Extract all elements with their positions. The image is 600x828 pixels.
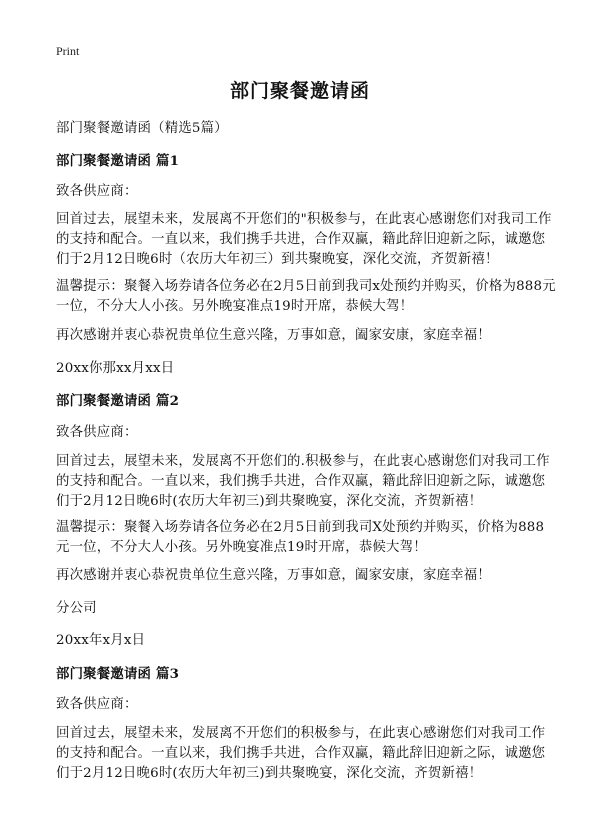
article-3-heading: 部门聚餐邀请函 篇3 <box>56 666 180 682</box>
article-2-paragraph-2: 温馨提示：聚餐入场券请各位务必在2月5日前到我司X处预约并购买，价格为888元一位，不分大人小孩。另外晚宴准点19时开席，恭候大驾！ <box>56 520 545 555</box>
article-3-salutation: 致各供应商： <box>56 697 138 712</box>
article-2-paragraph-3: 再次感谢并衷心恭祝贵单位生意兴隆，万事如意，阖家安康，家庭幸福！ <box>56 568 491 583</box>
print-label: Print <box>56 44 80 58</box>
article-1-paragraph-3: 再次感谢并衷心恭祝贵单位生意兴隆，万事如意，阖家安康，家庭幸福！ <box>56 328 491 343</box>
article-1-paragraph-1: 回首过去，展望未来，发展离不开您们的"积极参与，在此衷心感谢您们对我司工作的支持和配合。一直以来，我们携手共进，合作双赢，籍此辞旧迎新之际，诚邀您们于2月12日晚6时（农历大年初三）到共聚晚宴，深化交流，齐贺新禧！ <box>56 212 552 267</box>
article-2-salutation: 致各供应商： <box>56 425 138 440</box>
article-1-heading: 部门聚餐邀请函 篇1 <box>56 153 180 169</box>
article-2-date: 20xx年x月x日 <box>56 633 146 648</box>
article-3-paragraph-1: 回首过去，展望未来，发展离不开您们的积极参与，在此衷心感谢您们对我司工作的支持和配合。一直以来，我们携手共进，合作双赢，籍此辞旧迎新之际，诚邀您们于2月12日晚6时(农历大年初三)到共聚晚宴，深化交流，齐贺新禧！ <box>56 726 546 781</box>
article-1-date: 20xx你那xx月xx日 <box>56 361 175 376</box>
page-title: 部门聚餐邀请函 <box>229 80 370 102</box>
article-2-heading: 部门聚餐邀请函 篇2 <box>56 393 180 409</box>
article-2-paragraph-1: 回首过去，展望未来，发展离不开您们的.积极参与，在此衷心感谢您们对我司工作的支持和配合。一直以来，我们携手共进，合作双赢，籍此辞旧迎新之际，诚邀您们于2月12日晚6时(农历大年初三)到共聚晚宴，深化交流，齐贺新禧！ <box>56 454 550 509</box>
article-2-sign: 分公司 <box>56 601 97 616</box>
article-1-paragraph-2: 温馨提示：聚餐入场券请各位务必在2月5日前到我司x处预约并购买，价格为888元一位，不分大人小孩。另外晚宴准点19时开席，恭候大驾！ <box>56 279 556 314</box>
intro-line: 部门聚餐邀请函（精选5篇） <box>56 121 228 136</box>
article-1-salutation: 致各供应商： <box>56 184 138 199</box>
